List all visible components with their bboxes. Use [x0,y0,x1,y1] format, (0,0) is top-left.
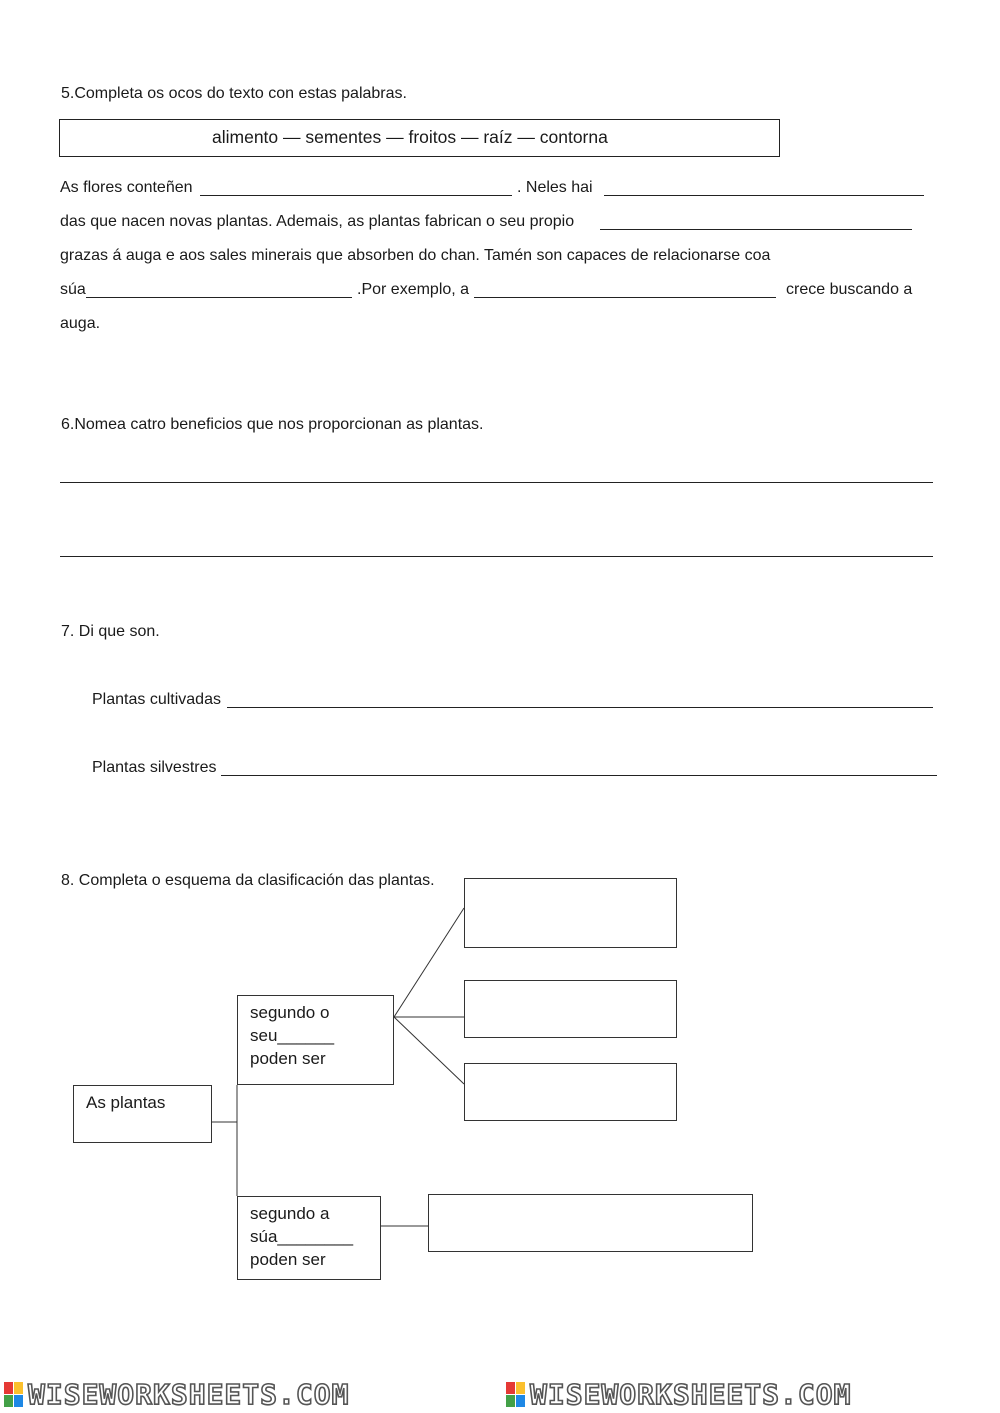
connector-top-branch [394,908,464,1017]
branch2-line3: poden ser [250,1250,326,1269]
branch-box-2 [237,1196,381,1280]
q5-line1-start: As flores conteñen [60,179,193,196]
root-label: As plantas [86,1093,166,1112]
logo-square [14,1395,23,1407]
logo-square [4,1395,13,1407]
root-box [73,1085,212,1143]
answer-box-1[interactable] [464,878,677,948]
q5-line2-text: das que nacen novas plantas. Ademais, as plantas fabrican o seu propio [60,213,575,230]
q7-item-silvestres: Plantas silvestres [92,759,217,776]
branch1-line3: poden ser [250,1049,326,1068]
q7-item-cultivadas: Plantas cultivadas [92,691,221,708]
connector-lower-branch [394,1017,464,1084]
footer-watermark [0,1378,1000,1413]
branch1-line2: seu______ [250,1026,335,1045]
logo-icon [4,1382,24,1408]
branch-box-1 [237,995,394,1085]
branch1-line1: segundo o [250,1003,330,1022]
word-bank-text: alimento — sementes — froitos — raíz — contorna [212,127,608,147]
q5-prompt: 5.Completa os ocos do texto con estas palabras. [61,85,407,102]
branch2-line2: súa________ [250,1227,354,1246]
logo-square [506,1395,515,1407]
q6-prompt: 6.Nomea catro beneficios que nos proporcionan as plantas. [61,416,484,433]
q5-line5-text: auga. [60,315,101,332]
q5-line4-middle: .Por exemplo, a [357,281,470,298]
q5-line4-start: súa [60,281,86,298]
logo-square [14,1382,23,1394]
watermark-text-left: WISEWORKSHEETS.COM [28,1378,350,1411]
logo-square [4,1382,13,1394]
q5-line4-end: crece buscando a [786,281,913,298]
branch2-line1: segundo a [250,1204,330,1223]
logo-icon [506,1382,526,1408]
q5-line3-text: grazas á auga e aos sales minerais que absorben do chan. Tamén son capaces de relacionarse coa [60,247,771,264]
answer-box-2[interactable] [464,980,677,1038]
answer-box-4[interactable] [428,1194,753,1252]
logo-square [516,1382,525,1394]
q5-line1-middle: . Neles hai [517,179,593,196]
answer-box-3[interactable] [464,1063,677,1121]
q8-prompt: 8. Completa o esquema da clasificación das plantas. [61,872,435,889]
q7-prompt: 7. Di que son. [61,623,160,640]
watermark-text-right: WISEWORKSHEETS.COM [530,1378,852,1411]
logo-square [506,1382,515,1394]
logo-square [516,1395,525,1407]
